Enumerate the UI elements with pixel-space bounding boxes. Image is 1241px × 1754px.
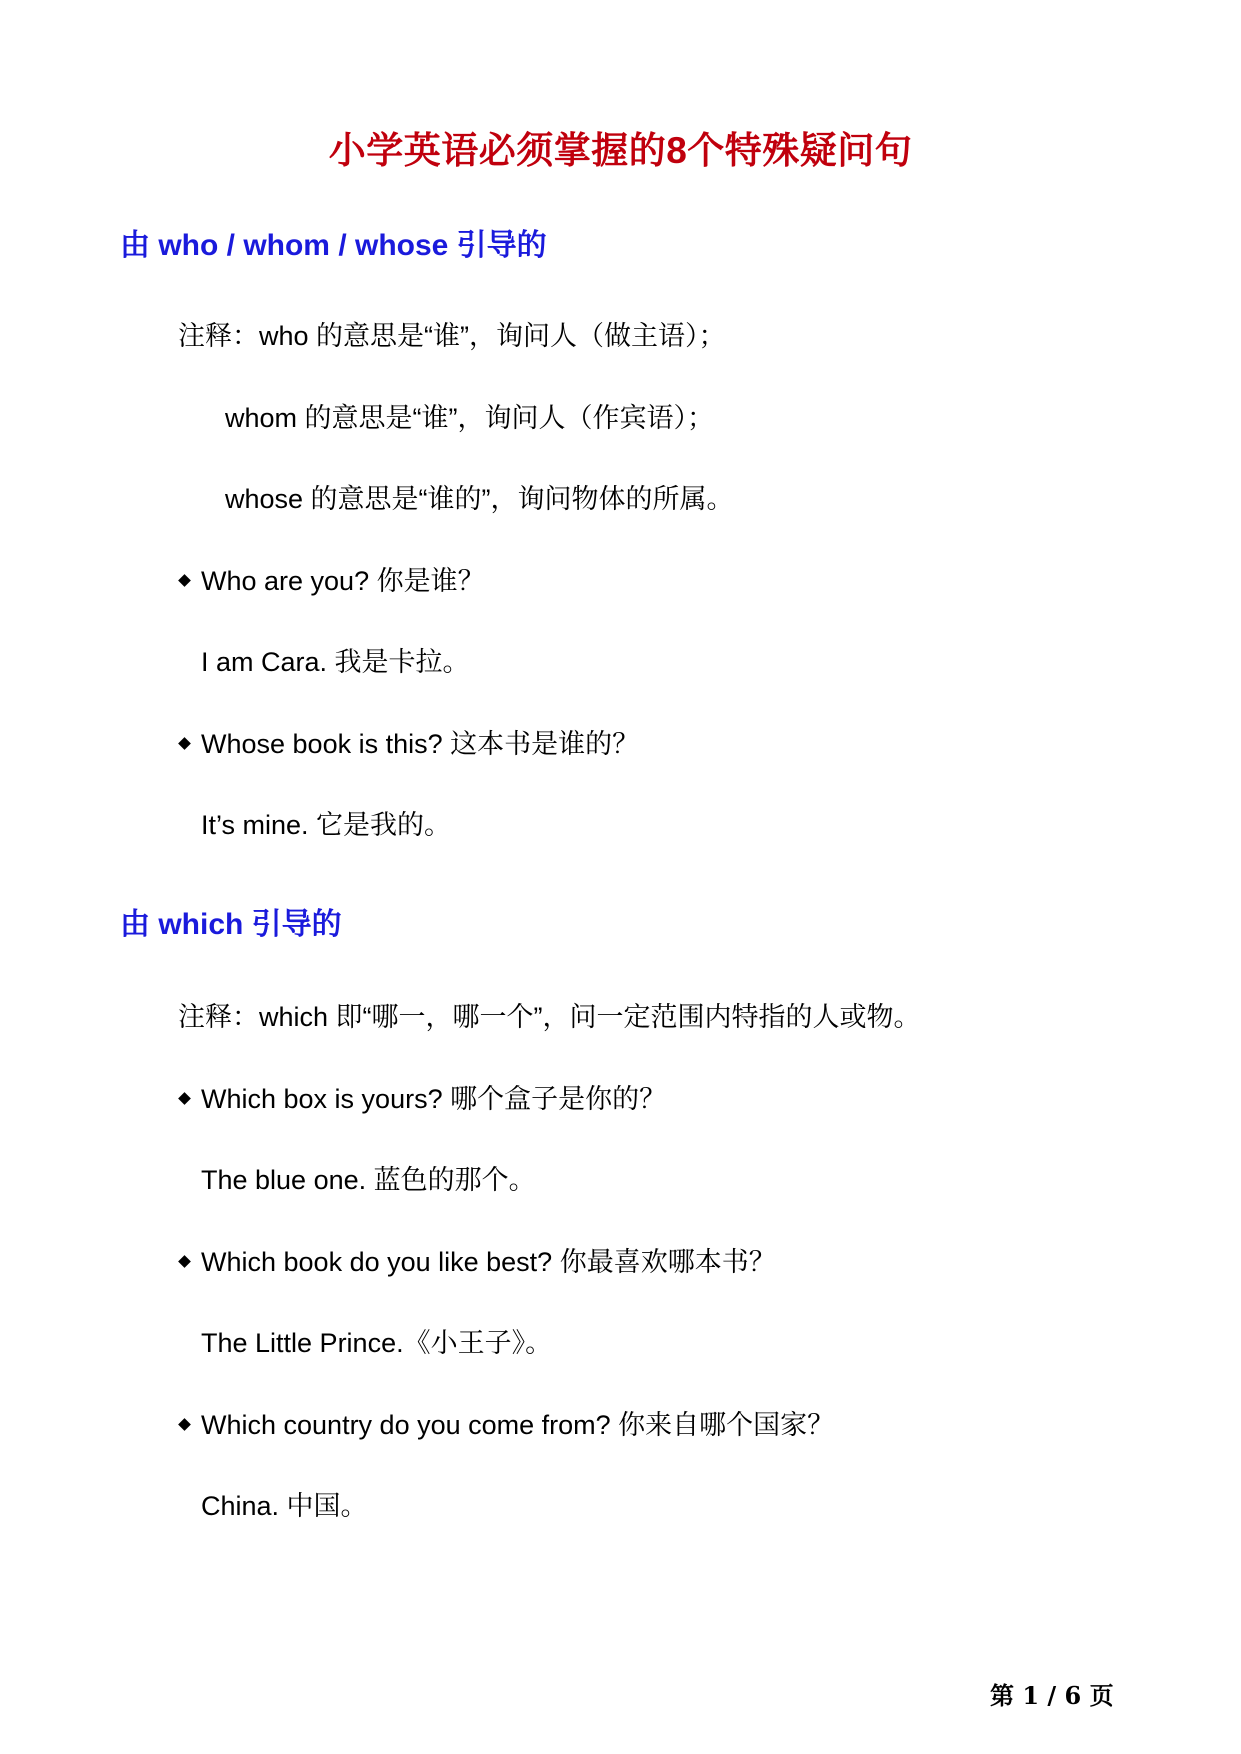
question-text: Whose book is this? 这本书是谁的？ [201, 729, 640, 759]
example-question [180, 1403, 834, 1442]
question-text: Which book do you like best? 你最喜欢哪本书？ [201, 1247, 776, 1277]
question-text: Which country do you come from? 你来自哪个国家？ [201, 1410, 835, 1440]
example-answer: The Little Prince.《小王子》。 [201, 1328, 553, 1358]
example-question [180, 1077, 666, 1116]
section-heading-who: 由 who / whom / whose 引导的 [120, 229, 547, 262]
example-answer: China. 中国。 [201, 1491, 368, 1521]
diamond-bullet-icon [178, 1092, 191, 1105]
section-heading-which: 由 which 引导的 [120, 908, 342, 941]
example-question [180, 559, 485, 598]
question-text: Which box is yours? 哪个盒子是你的？ [201, 1084, 667, 1114]
note-line: 注释：who 的意思是“谁”，询问人（做主语）； [178, 321, 726, 351]
example-answer: The blue one. 蓝色的那个。 [201, 1165, 536, 1195]
example-answer: I am Cara. 我是卡拉。 [201, 647, 470, 677]
example-answer: It’s mine. 它是我的。 [201, 810, 452, 840]
diamond-bullet-icon [178, 1255, 191, 1268]
example-question [180, 722, 639, 761]
page-title: 小学英语必须掌握的8个特殊疑问句 [328, 130, 913, 171]
question-text: Who are you? 你是谁？ [201, 566, 485, 596]
note-line: whom 的意思是“谁”，询问人（作宾语）； [225, 403, 715, 433]
diamond-bullet-icon [178, 574, 191, 587]
note-line: whose 的意思是“谁的”，询问物体的所属。 [225, 484, 734, 514]
note-line: 注释：which 即“哪一，哪一个”，问一定范围内特指的人或物。 [178, 1002, 921, 1032]
diamond-bullet-icon [178, 1418, 191, 1431]
example-question [180, 1240, 776, 1279]
page-number-footer: 第 1 / 6 页 [990, 1681, 1114, 1710]
diamond-bullet-icon [178, 737, 191, 750]
